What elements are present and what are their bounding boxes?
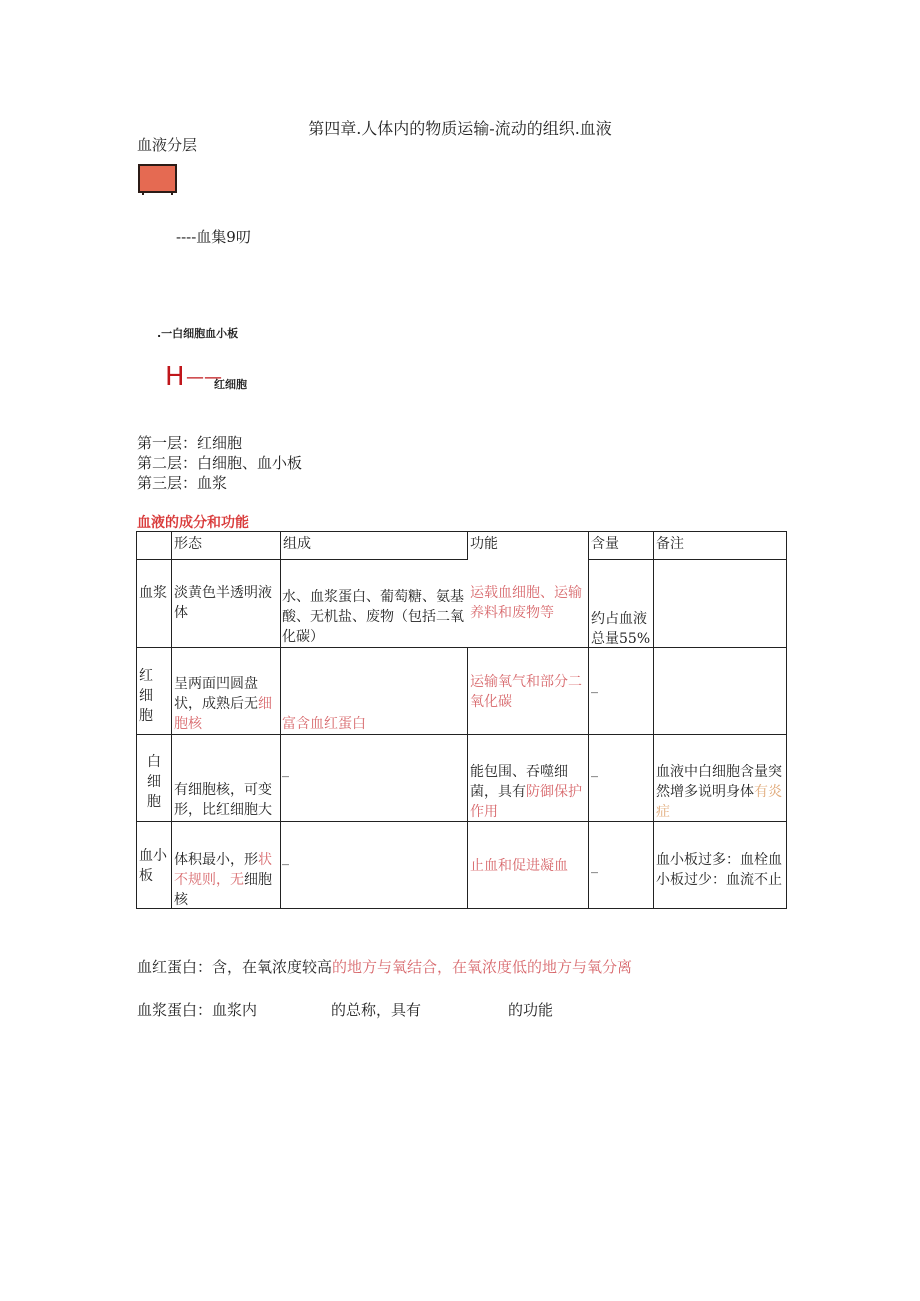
page-title: 第四章.人体内的物质运输-流动的组织.血液 bbox=[308, 119, 612, 138]
plasma-protein-label: 血浆蛋白：血浆内 bbox=[137, 1001, 258, 1019]
row-wbc-composition: _ bbox=[282, 762, 289, 778]
row-platelet-note: 血小板过多：血栓血小板过少：血流不止 bbox=[656, 852, 782, 888]
header-form: 形态 bbox=[174, 536, 202, 552]
row-wbc-content: _ bbox=[591, 762, 598, 778]
diagram-label-rbc: 红细胞 bbox=[214, 378, 247, 391]
diagram-h-dash: —— bbox=[186, 367, 222, 388]
row-wbc-function: 能包围、吞噬细菌，具有防御保护作用 bbox=[470, 764, 582, 820]
header-function: 功能 bbox=[470, 536, 498, 552]
layer-1: 第一层：红细胞 bbox=[137, 434, 243, 452]
row-plasma-content: 约占血液总量55% bbox=[591, 611, 651, 647]
row-wbc-form: 有细胞核，可变形，比红细胞大 bbox=[174, 782, 272, 818]
layer-2: 第二层：白细胞、血小板 bbox=[137, 454, 303, 472]
section-title: 血液的成分和功能 bbox=[137, 515, 249, 531]
row-rbc-composition: 富含血红蛋白 bbox=[282, 716, 366, 732]
header-note: 备注 bbox=[656, 536, 684, 552]
layer-3: 第三层：血浆 bbox=[137, 474, 228, 492]
header-composition: 组成 bbox=[283, 536, 311, 552]
header-content: 含量 bbox=[591, 536, 619, 552]
diagram-label-wbc-platelet: .一白细胞血小板 bbox=[157, 327, 239, 340]
row-plasma-function: 运载血细胞、运输养料和废物等 bbox=[470, 585, 582, 621]
row-plasma-form: 淡黄色半透明液体 bbox=[174, 585, 272, 621]
row-plasma-composition: 水、血浆蛋白、葡萄糖、氨基酸、无机盐、废物（包括二氧化碳） bbox=[282, 589, 464, 645]
layers-heading: 血液分层 bbox=[137, 136, 198, 154]
blood-tube-swatch bbox=[138, 164, 177, 193]
row-rbc-form: 呈两面凹圆盘状，成熟后无细胞核 bbox=[174, 676, 272, 732]
diagram-h-mark: H bbox=[165, 362, 185, 392]
hemoglobin-text: 血红蛋白：含，在氧浓度较高的地方与氧结合，在氧浓度低的地方与氧分离 bbox=[137, 958, 633, 976]
plasma-protein-end: 的功能 bbox=[508, 1001, 554, 1019]
diagram-label-plasma: ----血集9叨 bbox=[176, 228, 251, 246]
plasma-protein-mid: 的总称，具有 bbox=[331, 1001, 422, 1019]
row-wbc-note: 血液中白细胞含量突然增多说明身体有炎症 bbox=[656, 764, 782, 820]
row-plasma-name: 血浆 bbox=[139, 585, 167, 601]
row-platelet-form: 体积最小，形状不规则，无细胞核 bbox=[174, 852, 272, 908]
row-wbc-name: 白细胞 bbox=[147, 754, 161, 810]
row-platelet-name: 血小板 bbox=[139, 848, 167, 884]
row-platelet-content: _ bbox=[591, 858, 598, 874]
row-platelet-composition: _ bbox=[282, 850, 289, 866]
row-rbc-name: 红细胞 bbox=[139, 668, 153, 724]
row-rbc-content: _ bbox=[591, 678, 598, 694]
row-platelet-function: 止血和促进凝血 bbox=[470, 858, 568, 874]
row-rbc-function: 运输氧气和部分二氧化碳 bbox=[470, 674, 582, 710]
